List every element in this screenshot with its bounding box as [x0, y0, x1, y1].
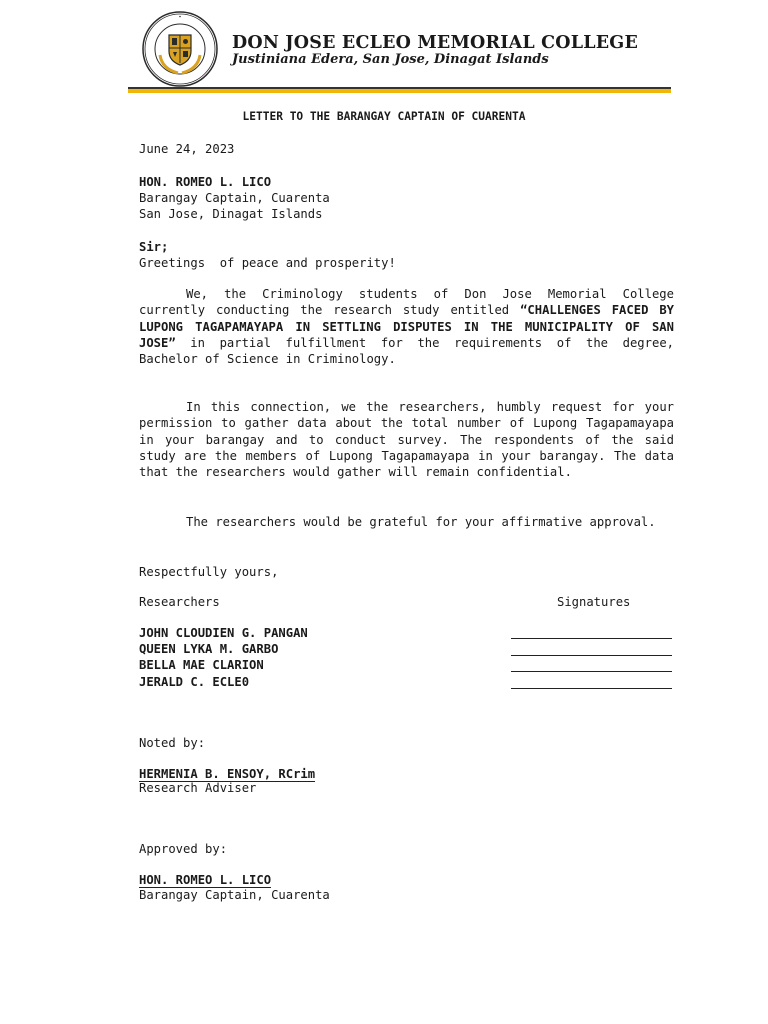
noted-by-label: Noted by: [139, 736, 206, 750]
college-seal-icon [142, 11, 218, 87]
paragraph-intro-before: We, the Criminology students of Don Jose Memorial College currently conducting the research study entitled [139, 287, 674, 318]
signatures-label: Signatures [557, 595, 631, 609]
college-address: Justiniana Edera, San Jose, Dinagat Islands [232, 52, 549, 67]
paragraph-closing-text: The researchers would be grateful for your affirmative approval. [186, 515, 656, 529]
researcher-name: JERALD C. ECLE0 [139, 675, 250, 689]
paragraph-closing [139, 514, 674, 530]
signature-line [511, 638, 672, 639]
salutation: Sir; [139, 240, 169, 254]
signature-line [511, 655, 672, 656]
approved-by-label: Approved by: [139, 842, 228, 856]
approver-title: Barangay Captain, Cuarenta [139, 888, 330, 902]
approver-name: HON. ROMEO L. LICO [139, 873, 272, 887]
researcher-name: JOHN CLOUDIEN G. PANGAN [139, 626, 308, 640]
signature-line [511, 688, 672, 689]
researcher-name: BELLA MAE CLARION [139, 658, 264, 672]
recipient-address: San Jose, Dinagat Islands [139, 207, 323, 221]
adviser-title: Research Adviser [139, 781, 257, 795]
paragraph-intro [139, 286, 674, 367]
letter-title: LETTER TO THE BARANGAY CAPTAIN OF CUARENTA [242, 110, 526, 123]
recipient-name: HON. ROMEO L. LICO [139, 175, 272, 189]
letter-date: June 24, 2023 [139, 142, 235, 156]
recipient-position: Barangay Captain, Cuarenta [139, 191, 330, 205]
researcher-name: QUEEN LYKA M. GARBO [139, 642, 279, 656]
paragraph-intro-after: in partial fulfillment for the requirements of the degree, Bachelor of Science in Criminology. [139, 335, 674, 367]
header-gold-divider [128, 89, 671, 93]
study-title: “CHALLENGES FACED BY LUPONG TAGAPAMAYAPA IN SETTLING DISPUTES IN THE MUNICIPALITY OF SAN JOSE” [139, 303, 675, 350]
signature-line [511, 671, 672, 672]
paragraph-request-text: In this connection, we the researchers, humbly request for your permission to gather data about the total number of Lupong Tagapamayapa in your barangay and to conduct survey. The respondents of the said study are the members of Lupong Tagapamayapa in your barangay. The data that the researchers would gather will remain confidential. [139, 400, 674, 480]
complimentary-close: Respectfully yours, [139, 565, 279, 579]
college-name: DON JOSE ECLEO MEMORIAL COLLEGE [232, 33, 638, 53]
researchers-label: Researchers [139, 595, 220, 609]
adviser-name: HERMENIA B. ENSOY, RCrim [139, 767, 316, 781]
greeting: Greetings of peace and prosperity! [139, 256, 396, 270]
paragraph-request [139, 399, 674, 480]
